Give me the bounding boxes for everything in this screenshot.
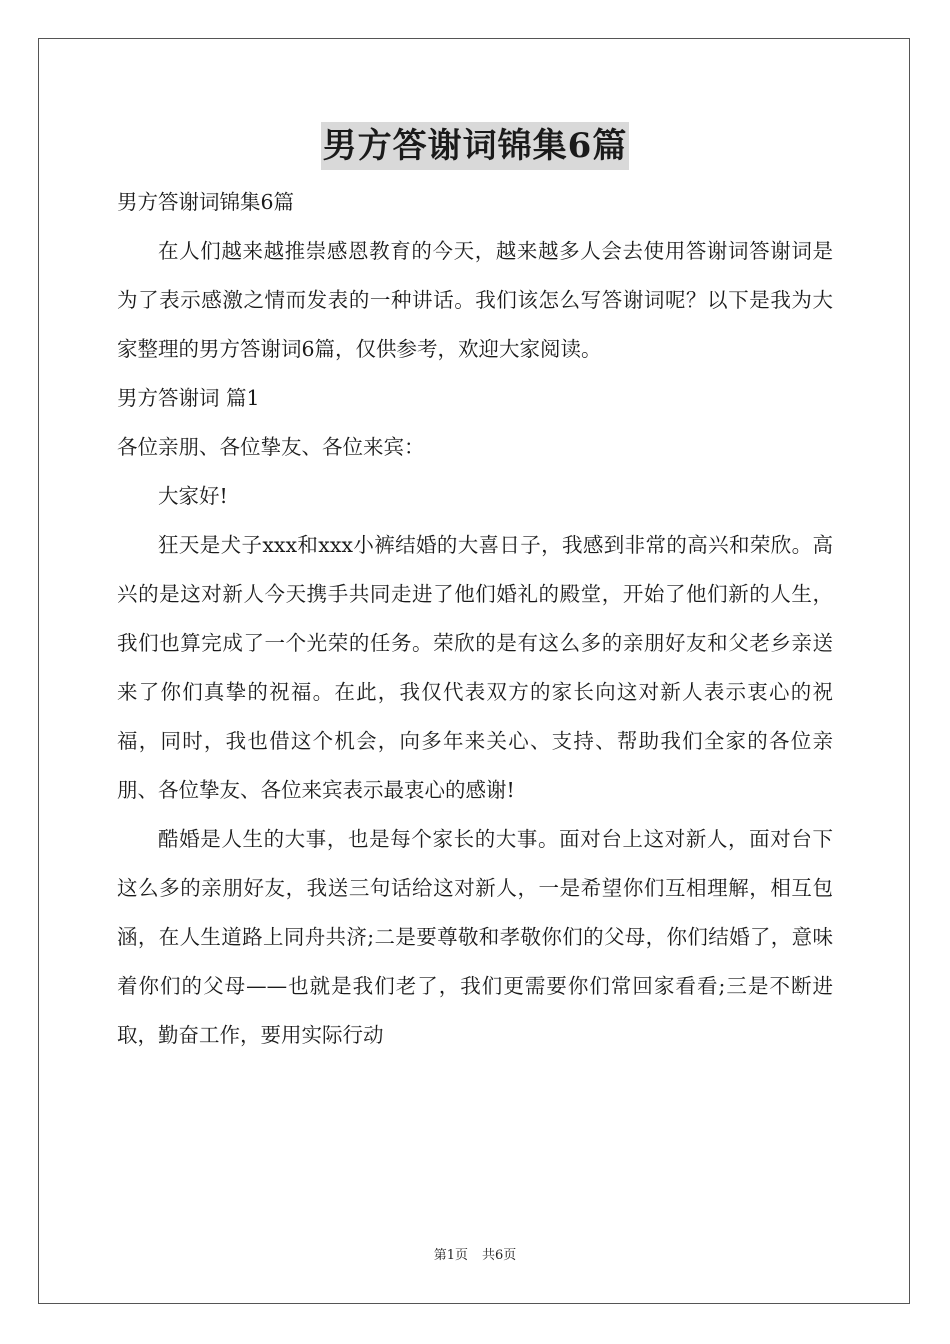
paragraph-body: 酷婚是人生的大事，也是每个家长的大事。面对台上这对新人，面对台下这么多的亲朋好友，我送三句话给这对新人，一是希望你们互相理解，相互包涵，在人生道路上同舟共济;二是要尊敬和孝敬你们的父母，你们结婚了，意味着你们的父母——也就是我们老了，我们更需要你们常回家看看;三是不断进取，勤奋工作，要用实际行动 [117,827,833,1047]
paragraph-intro: 在人们越来越推崇感恩教育的今天，越来越多人会去使用答谢词答谢词是为了表示感激之情而发表的一种讲话。我们该怎么写答谢词呢？以下是我为大家整理的男方答谢词6篇，仅供参考，欢迎大家阅读。 [117,239,833,361]
paragraph-greeting: 大家好! [158,484,228,508]
document-title: 男方答谢词锦集6篇 [321,122,630,170]
section-heading: 男方答谢词 篇1 [117,386,260,410]
page-total: 共6页 [482,1248,517,1263]
document-body [117,178,833,1060]
paragraph-subtitle: 男方答谢词锦集6篇 [117,190,295,214]
title-container [0,122,950,170]
paragraph-body: 狂天是犬子xxx和xxx小裤结婚的大喜日子，我感到非常的高兴和荣欣。高兴的是这对新人今天携手共同走进了他们婚礼的殿堂，开始了他们新的人生，我们也算完成了一个光荣的任务。荣欣的是有这么多的亲朋好友和父老乡亲送来了你们真挚的祝福。在此，我仅代表双方的家长向这对新人表示衷心的祝福，同时，我也借这个机会，向多年来关心、支持、帮助我们全家的各位亲朋、各位挚友、各位来宾表示最衷心的感谢! [117,533,833,802]
paragraph-salutation: 各位亲朋、各位挚友、各位来宾： [117,435,425,459]
page-footer [0,1247,950,1265]
page-number: 第1页 [433,1248,468,1263]
